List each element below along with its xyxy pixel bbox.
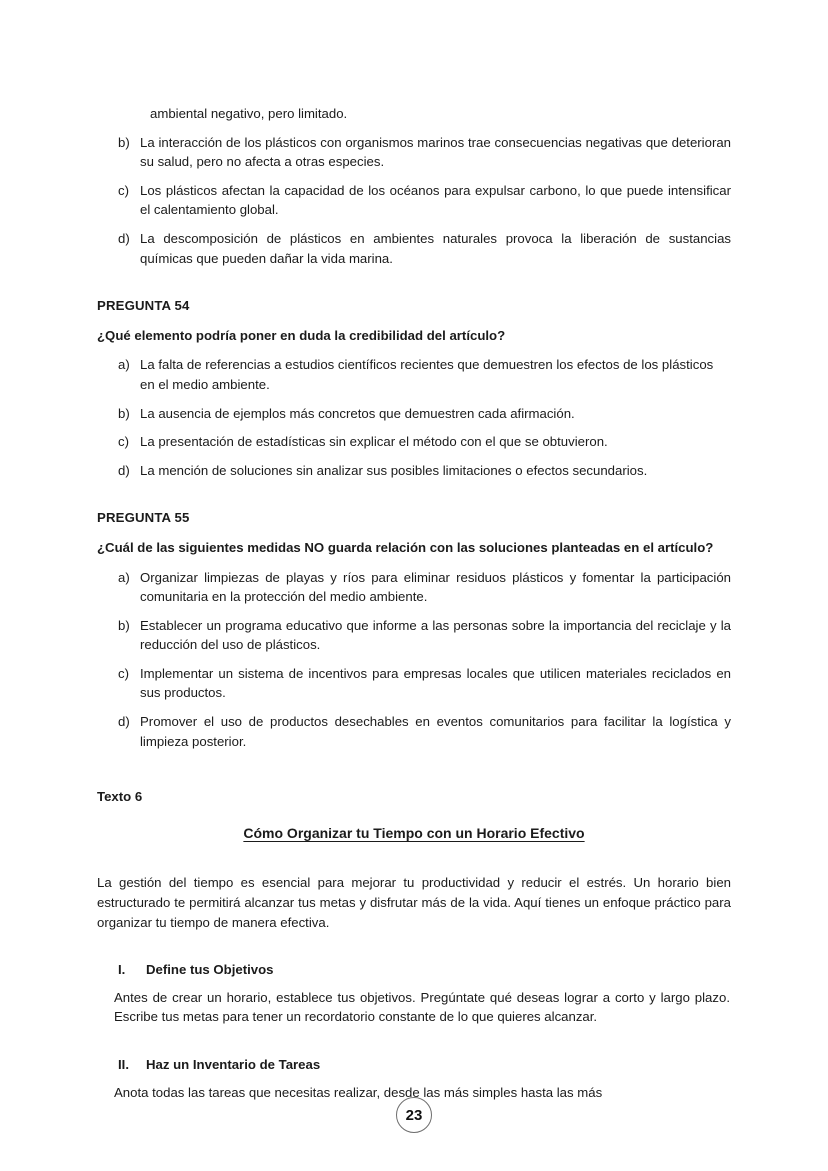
- article-intro-paragraph: La gestión del tiempo es esencial para mejorar tu productividad y reducir el estrés. Un horario bien estructurado te permitirá alcanzar tus metas y disfrutar más de la vida. Aquí tienes un enfoque práctico para organizar tu tiempo de manera efectiva.: [97, 875, 731, 930]
- option-text: La mención de soluciones sin analizar sus posibles limitaciones o efectos secundarios.: [140, 462, 648, 478]
- article-section-2: [97, 1055, 731, 1102]
- option-text: Promover el uso de productos desechables en eventos comunitarios para facilitar la logística y limpieza posterior.: [140, 714, 731, 749]
- option-item[interactable]: [97, 133, 731, 172]
- option-item[interactable]: [97, 404, 731, 424]
- option-text: La interacción de los plásticos con organismos marinos trae consecuencias negativas que deterioran su salud, pero no afecta a otras especies.: [140, 134, 731, 170]
- section-paragraph: Antes de crear un horario, establece tus objetivos. Pregúntate qué deseas lograr a corto y largo plazo. Escribe tus metas para tener un recordatorio constante de lo que quieres alcanzar.: [114, 989, 730, 1025]
- question-53-option-list: [97, 133, 731, 269]
- option-marker: d): [118, 230, 130, 246]
- option-text: La falta de referencias a estudios científicos recientes que demuestren los efectos de los plásticos en el medio ambiente.: [140, 357, 714, 392]
- texto-6-label: Texto 6: [97, 789, 143, 805]
- option-text: La ausencia de ejemplos más concretos que demuestren cada afirmación.: [140, 405, 575, 421]
- question-54-stem: ¿Qué elemento podría poner en duda la credibilidad del artículo?: [97, 327, 506, 343]
- option-item[interactable]: [97, 432, 731, 452]
- option-text: Organizar limpiezas de playas y ríos para eliminar residuos plásticos y fomentar la participación comunitaria en la protección del medio ambiente.: [140, 569, 731, 605]
- texto-6-section: [97, 787, 731, 1102]
- question-53-tail: [97, 104, 731, 268]
- question-55: [97, 508, 731, 751]
- option-continuation-line: ambiental negativo, pero limitado.: [150, 106, 348, 121]
- option-text: La descomposición de plásticos en ambientes naturales provoca la liberación de sustancias químicas que pueden dañar la vida marina.: [140, 230, 731, 266]
- option-item[interactable]: [97, 229, 731, 268]
- question-55-stem: ¿Cuál de las siguientes medidas NO guarda relación con las soluciones planteadas en el artículo?: [97, 539, 714, 555]
- question-54: [97, 296, 731, 480]
- option-marker: b): [118, 134, 130, 150]
- option-item[interactable]: [97, 181, 731, 220]
- article-title: Cómo Organizar tu Tiempo con un Horario Efectivo: [243, 824, 585, 841]
- option-text: Implementar un sistema de incentivos para empresas locales que utilicen materiales reciclados en sus productos.: [140, 665, 731, 701]
- question-55-option-list: [97, 568, 731, 752]
- section-number: II.: [118, 1057, 129, 1072]
- article-section-1-heading: [97, 960, 731, 980]
- option-text: Los plásticos afectan la capacidad de los océanos para expulsar carbono, lo que puede intensificar el calentamiento global.: [140, 182, 731, 218]
- option-text: Establecer un programa educativo que informe a las personas sobre la importancia del reciclaje y la reducción del uso de plásticos.: [140, 617, 731, 653]
- option-item[interactable]: [97, 568, 731, 607]
- option-item[interactable]: [97, 664, 731, 703]
- question-55-label: PREGUNTA 55: [97, 510, 190, 526]
- section-title: Haz un Inventario de Tareas: [146, 1057, 321, 1072]
- option-item[interactable]: [97, 616, 731, 655]
- option-marker: a): [118, 569, 130, 585]
- option-marker: c): [118, 182, 129, 198]
- option-text: La presentación de estadísticas sin explicar el método con el que se obtuvieron.: [140, 434, 608, 450]
- section-paragraph: Anota todas las tareas que necesitas realizar, desde las más simples hasta las más: [114, 1084, 603, 1100]
- option-marker: d): [118, 714, 130, 730]
- article-section-1-body: [97, 988, 731, 1027]
- question-54-option-list: [97, 355, 731, 480]
- page-number-badge: 23: [396, 1097, 432, 1133]
- article-section-2-heading: [97, 1055, 731, 1075]
- option-item[interactable]: [97, 712, 731, 751]
- page-content: [97, 104, 731, 1102]
- option-marker: b): [118, 405, 130, 421]
- option-marker: b): [118, 617, 130, 633]
- option-marker: c): [118, 434, 129, 450]
- option-item[interactable]: [97, 461, 731, 481]
- option-marker: c): [118, 665, 129, 681]
- option-marker: d): [118, 462, 130, 478]
- article-section-1: [97, 960, 731, 1027]
- section-number: I.: [118, 962, 126, 978]
- option-marker: a): [118, 357, 130, 373]
- section-title: Define tus Objetivos: [146, 962, 274, 978]
- option-item[interactable]: [97, 355, 731, 394]
- question-54-label: PREGUNTA 54: [97, 298, 190, 314]
